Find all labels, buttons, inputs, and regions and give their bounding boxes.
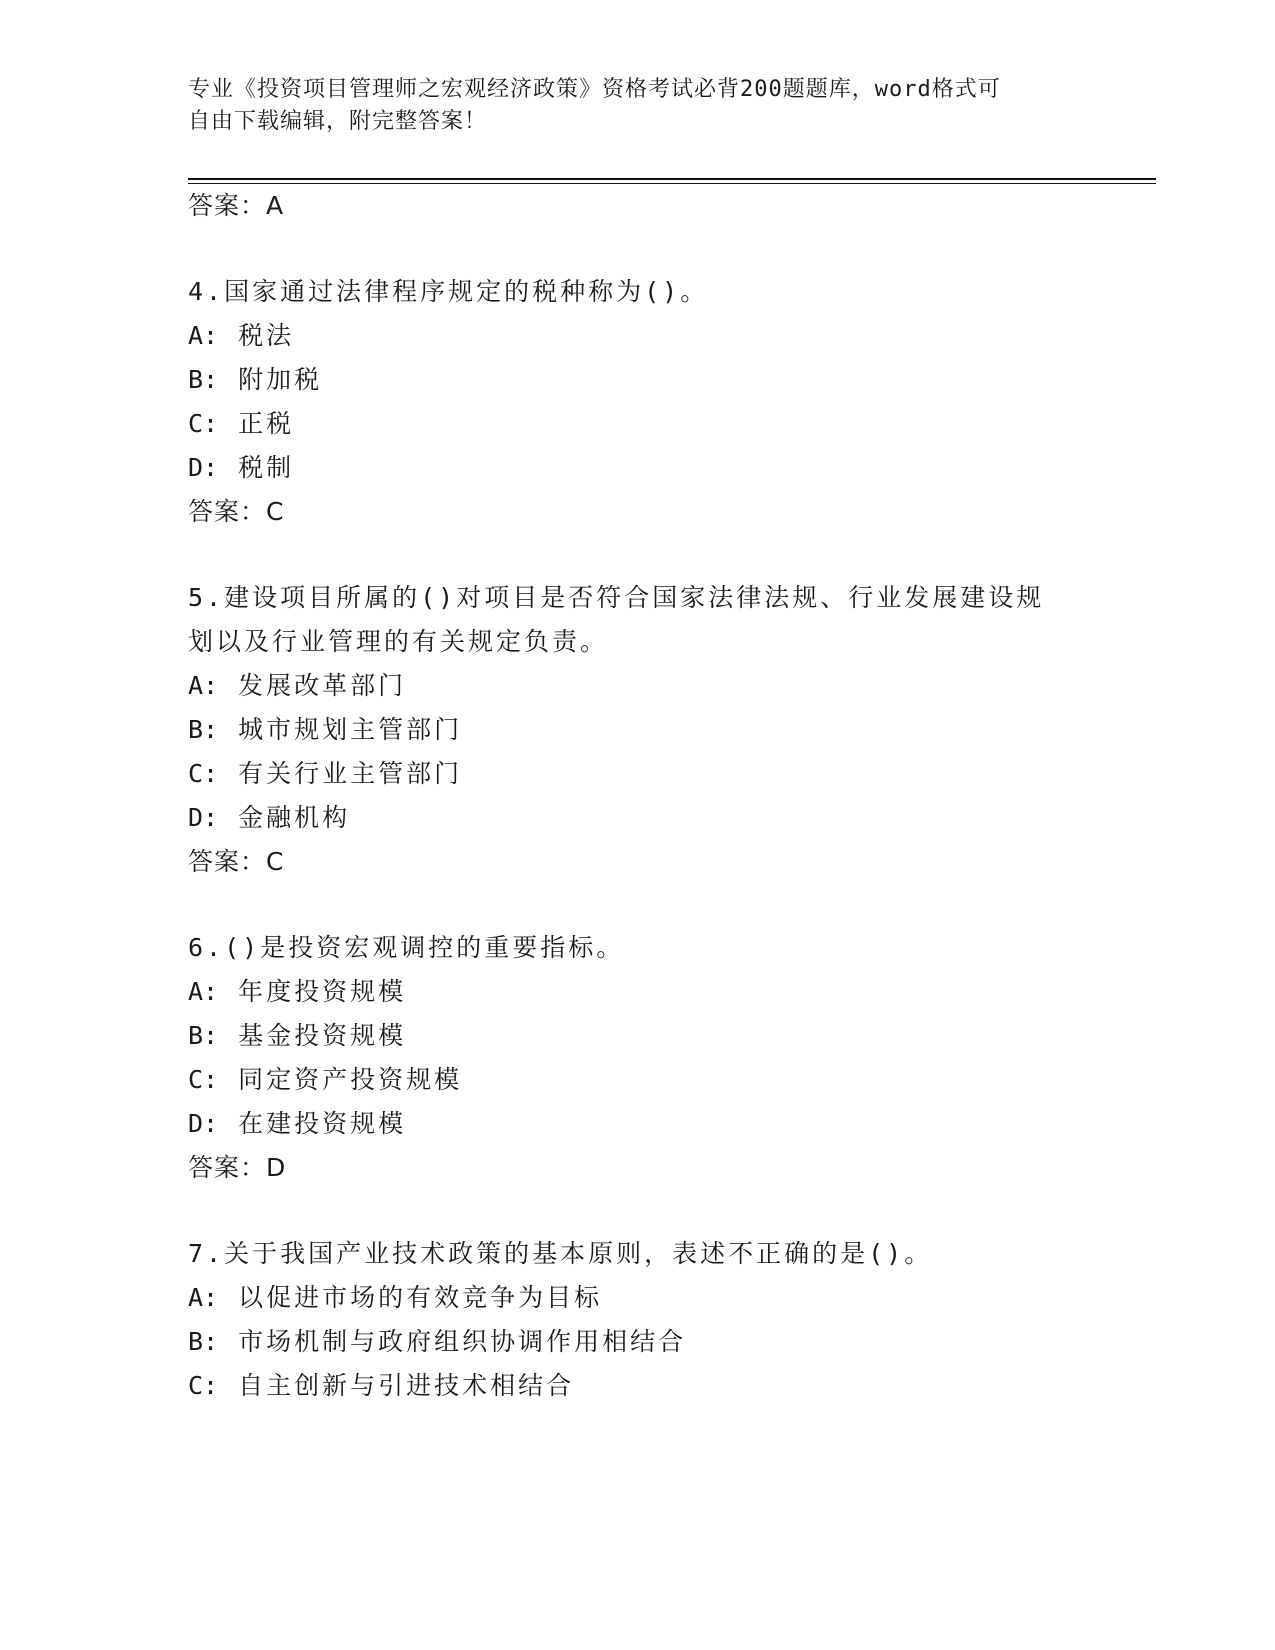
- document-header: [188, 74, 1088, 138]
- header-rule-thin: [188, 183, 1156, 184]
- header-line-1: 专业《投资项目管理师之宏观经济政策》资格考试必背200题题库，word格式可: [188, 77, 1001, 102]
- question-6-answer: 答案：D: [188, 1153, 287, 1182]
- question-4-answer: 答案：C: [188, 497, 285, 526]
- question-6-option-b: B: 基金投资规模: [188, 1021, 407, 1050]
- question-6-option-a: A: 年度投资规模: [188, 977, 407, 1006]
- question-4-option-a: A: 税法: [188, 321, 295, 350]
- question-4-option-c: C: 正税: [188, 409, 295, 438]
- question-7-option-b: B: 市场机制与政府组织协调作用相结合: [188, 1327, 687, 1356]
- question-5-stem-line-2: 划以及行业管理的有关规定负责。: [188, 627, 609, 656]
- question-5-stem-line-1: 5.建设项目所属的()对项目是否符合国家法律法规、行业发展建设规: [188, 583, 1045, 612]
- question-7-option-c: C: 自主创新与引进技术相结合: [188, 1371, 575, 1400]
- header-line-2: 自由下载编辑，附完整答案！: [188, 109, 488, 134]
- question-6-option-d: D: 在建投资规模: [188, 1109, 407, 1138]
- question-5-option-a: A: 发展改革部门: [188, 671, 407, 700]
- question-4-stem: 4.国家通过法律程序规定的税种称为()。: [188, 277, 709, 306]
- answer-prev: 答案：A: [188, 191, 285, 220]
- question-7-stem: 7.关于我国产业技术政策的基本原则，表述不正确的是()。: [188, 1239, 933, 1268]
- question-5-answer: 答案：C: [188, 847, 285, 876]
- question-6-option-c: C: 同定资产投资规模: [188, 1065, 463, 1094]
- question-5-option-d: D: 金融机构: [188, 803, 351, 832]
- question-6-stem: 6.()是投资宏观调控的重要指标。: [188, 933, 625, 962]
- question-4-option-d: D: 税制: [188, 453, 295, 482]
- question-4-option-b: B: 附加税: [188, 365, 323, 394]
- question-5-option-c: C: 有关行业主管部门: [188, 759, 463, 788]
- header-rule-thick: [188, 178, 1156, 180]
- question-5-option-b: B: 城市规划主管部门: [188, 715, 463, 744]
- question-7-option-a: A: 以促进市场的有效竞争为目标: [188, 1283, 603, 1312]
